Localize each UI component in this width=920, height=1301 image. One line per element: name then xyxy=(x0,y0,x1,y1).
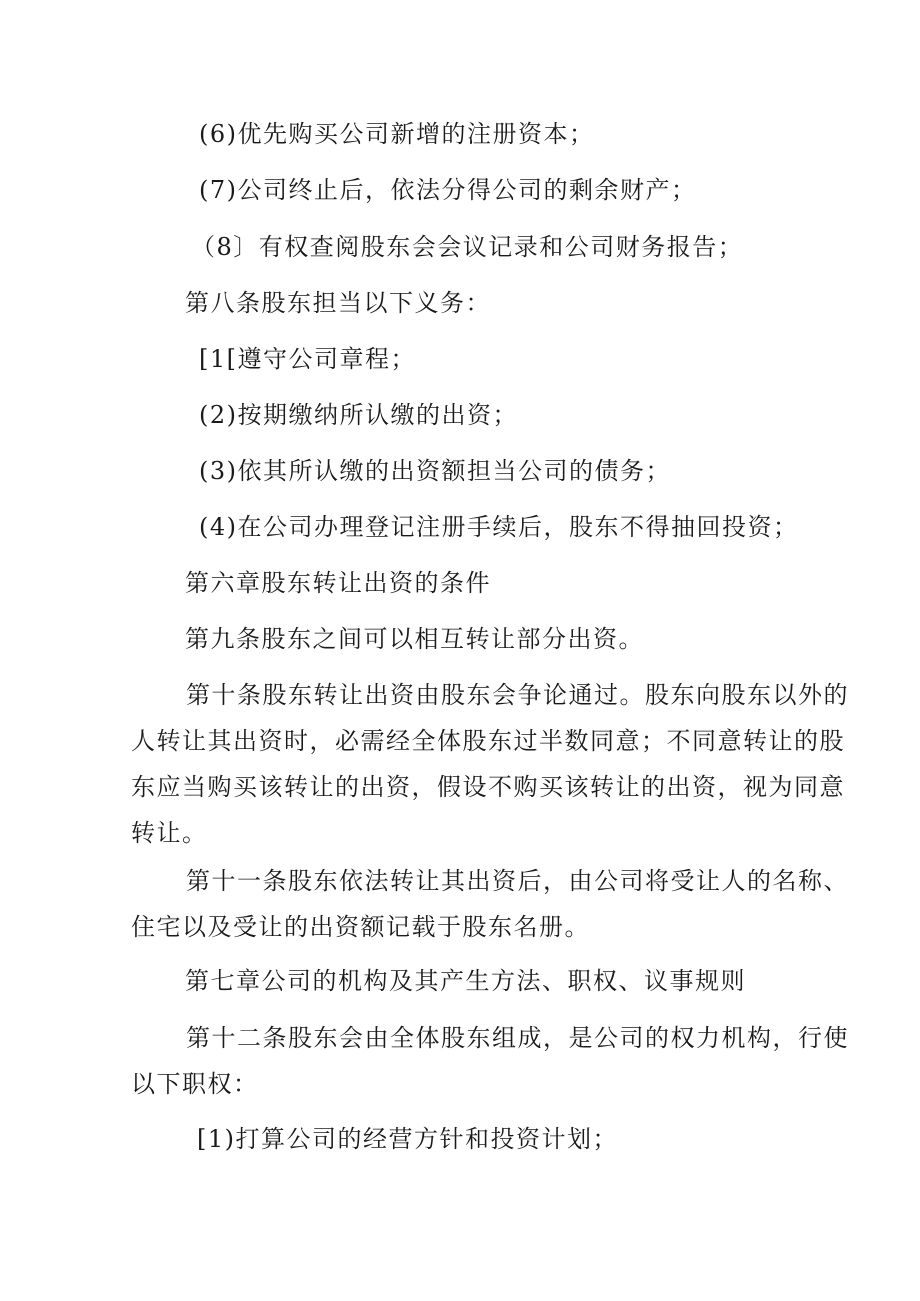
duty-item-4: (4)在公司办理登记注册手续后，股东不得抽回投资； xyxy=(199,513,799,541)
article-11-line-1: 第十一条股东依法转让其出资后，由公司将受让人的名称、 xyxy=(186,867,849,895)
article-9: 第九条股东之间可以相互转让部分出资。 xyxy=(185,625,644,653)
article-12-line-2: 以下职权： xyxy=(131,1070,259,1098)
duty-item-3: (3)依其所认缴的出资额担当公司的债务； xyxy=(199,457,671,485)
article-10-line-4: 转让。 xyxy=(131,819,208,847)
duty-item-1: [1[遵守公司章程； xyxy=(199,345,416,373)
article-10-line-3: 东应当购买该转让的出资，假设不购买该转让的出资，视为同意 xyxy=(131,773,845,801)
list-item-8: （8〕有权查阅股东会会议记录和公司财务报告； xyxy=(191,233,744,261)
list-item-6: (6)优先购买公司新增的注册资本； xyxy=(199,120,595,148)
article-12-line-1: 第十二条股东会由全体股东组成，是公司的权力机构，行使 xyxy=(186,1024,849,1052)
article-8-heading: 第八条股东担当以下义务： xyxy=(185,289,491,317)
duty-item-2: (2)按期缴纳所认缴的出资； xyxy=(199,401,518,429)
article-10-line-2: 人转让其出资时，必需经全体股东过半数同意；不同意转让的股 xyxy=(131,727,845,755)
article-10-line-1: 第十条股东转让出资由股东会争论通过。股东向股东以外的 xyxy=(186,681,849,709)
article-11-line-2: 住宅以及受让的出资额记载于股东名册。 xyxy=(131,913,590,941)
list-item-7: (7)公司终止后，依法分得公司的剩余财产； xyxy=(199,176,697,204)
power-item-1: [1)打算公司的经营方针和投资计划； xyxy=(197,1125,618,1153)
chapter-6-heading: 第六章股东转让出资的条件 xyxy=(185,569,491,597)
chapter-7-heading: 第七章公司的机构及其产生方法、职权、议事规则 xyxy=(185,967,746,995)
